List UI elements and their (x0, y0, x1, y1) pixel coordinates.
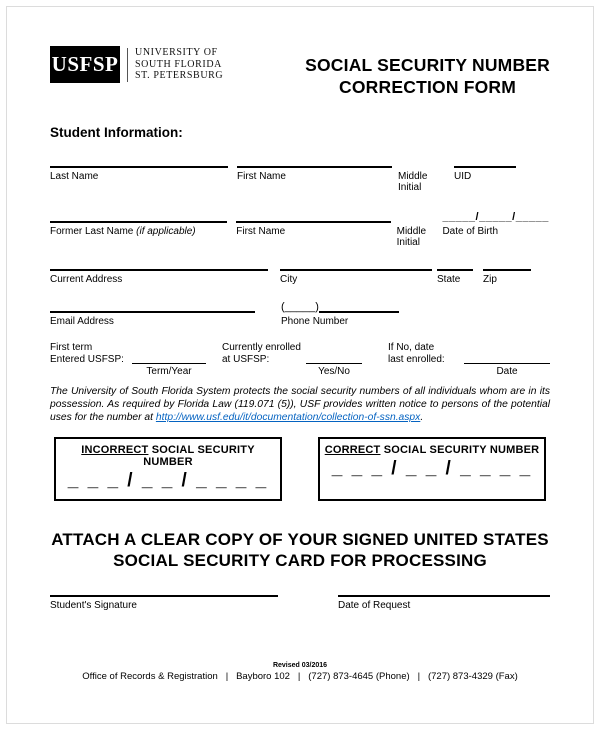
form-footer (50, 661, 550, 683)
name-row (50, 166, 550, 193)
address-row (50, 269, 550, 285)
middle-initial-label-2-line2: Initial (396, 237, 420, 248)
phone-label: Phone Number (281, 316, 349, 327)
last-enrolled-group (388, 342, 550, 377)
form-header (50, 46, 550, 98)
correct-rest: SOCIAL SECURITY NUMBER (380, 443, 540, 456)
first-name-label: First Name (237, 171, 286, 182)
former-last-name-text: Former Last Name (50, 226, 137, 237)
zip-field (483, 269, 531, 285)
date-of-birth-label: Date of Birth (442, 226, 499, 237)
first-term-label-line1: First term (50, 342, 93, 353)
first-name-label-2: First Name (236, 226, 286, 237)
date-of-birth-field (442, 212, 550, 248)
last-name-label: Last Name (50, 171, 99, 182)
former-last-name-note: (if applicable) (136, 226, 196, 237)
zip-line (483, 269, 531, 271)
first-name-field-2 (236, 212, 390, 248)
student-signature-field (50, 595, 278, 611)
current-address-label: Current Address (50, 274, 123, 285)
last-enrolled-date-line (464, 353, 550, 364)
current-address-field (50, 269, 268, 285)
currently-enrolled-group (222, 342, 362, 377)
last-name-line (50, 166, 228, 168)
last-enrolled-label-line1: If No, date (388, 342, 435, 353)
middle-initial-label-2 (397, 212, 441, 248)
former-name-row (50, 212, 550, 248)
city-field (280, 269, 432, 285)
state-field (437, 269, 473, 285)
last-enrolled-label-line2: last enrolled: (388, 354, 445, 365)
first-name-field (237, 166, 392, 193)
uid-field (454, 166, 516, 193)
student-signature-label: Student's Signature (50, 599, 137, 611)
student-information-heading: Student Information: (50, 125, 183, 140)
currently-enrolled-label (222, 342, 304, 377)
phone-line (319, 311, 399, 313)
term-year-field (132, 353, 206, 377)
contact-row (50, 302, 550, 327)
office-contact-line: Office of Records & Registration | Bayboro 102 | (727) 873-4645 (Phone) | (727) 873-4329 (Fax) (82, 670, 518, 682)
incorrect-word: INCORRECT (81, 443, 149, 456)
privacy-notice-period: . (420, 412, 424, 424)
date-of-request-label: Date of Request (338, 599, 411, 611)
privacy-notice-text: The University of South Florida System protects the social security numbers of all individuals whom are in its possession. As required by Florida Law (119.071 (5)), USF provides written notice to persons of the potential uses for the number at (50, 386, 550, 424)
signature-row (50, 595, 550, 611)
email-label: Email Address (50, 316, 114, 327)
former-last-name-field (50, 212, 227, 248)
usfsp-logo (50, 46, 223, 83)
university-name-line3: ST. PETERSBURG (135, 70, 224, 82)
email-line (50, 311, 255, 313)
correct-word: CORRECT (324, 443, 381, 456)
currently-enrolled-label-line2: at USFSP: (222, 354, 270, 365)
zip-label: Zip (483, 274, 497, 285)
enrollment-row (50, 342, 550, 377)
middle-initial-label-2-line1: Middle (396, 226, 427, 237)
term-year-label: Term/Year (146, 366, 192, 377)
attach-instruction-line1: ATTACH A CLEAR COPY OF YOUR SIGNED UNITED STATES (51, 529, 549, 549)
phone-area-code-blanks: (_____) (281, 301, 319, 313)
uid-line (454, 166, 516, 168)
first-name-line (237, 166, 392, 168)
phone-blanks (281, 302, 399, 313)
last-enrolled-date-field (464, 353, 550, 377)
yes-no-field (306, 353, 362, 377)
logo-divider (127, 48, 128, 82)
date-of-request-line (338, 595, 550, 597)
email-field (50, 302, 255, 327)
document-page (6, 6, 594, 724)
first-term-label (50, 342, 130, 377)
attach-instruction-line2: SOCIAL SECURITY CARD FOR PROCESSING (113, 550, 487, 570)
last-name-field (50, 166, 228, 193)
middle-initial-label-line1: Middle (398, 171, 428, 182)
last-enrolled-date-label: Date (496, 366, 518, 377)
usfsp-logo-mark: USFSP (50, 46, 120, 83)
university-name (135, 47, 223, 82)
city-label: City (280, 274, 298, 285)
middle-initial-label (398, 166, 442, 193)
city-line (280, 269, 432, 271)
state-label: State (437, 274, 461, 285)
form-title-line2: CORRECTION FORM (339, 77, 517, 97)
yes-no-line (306, 353, 362, 364)
ssn-policy-link[interactable]: http://www.usf.edu/it/documentation/collection-of-ssn.aspx (155, 412, 421, 424)
form-title-line1: SOCIAL SECURITY NUMBER (305, 55, 550, 75)
university-name-line2: SOUTH FLORIDA (135, 58, 222, 70)
student-signature-line (50, 595, 278, 597)
middle-initial-label-line2: Initial (398, 182, 422, 193)
last-enrolled-label (388, 342, 462, 377)
incorrect-ssn-heading (60, 444, 276, 468)
first-term-group (50, 342, 206, 377)
date-of-request-field (338, 595, 550, 611)
former-last-name-line (50, 221, 227, 223)
date-of-birth-blanks: _____/_____/_____ (442, 211, 549, 223)
revision-date: Revised 03/2016 (272, 661, 328, 669)
correct-ssn-heading (324, 444, 540, 456)
incorrect-ssn-box (54, 437, 282, 501)
first-term-label-line2: Entered USFSP: (50, 354, 124, 365)
uid-label: UID (454, 171, 472, 182)
form-title (305, 54, 550, 98)
currently-enrolled-label-line1: Currently enrolled (222, 342, 301, 353)
phone-field (281, 302, 399, 327)
correct-ssn-box (318, 437, 546, 501)
correct-ssn-blanks: _ _ _ / _ _ / _ _ _ _ (331, 457, 533, 479)
current-address-line (50, 269, 268, 271)
state-line (437, 269, 473, 271)
attach-instruction (50, 529, 550, 571)
privacy-notice (50, 385, 550, 425)
incorrect-rest: SOCIAL SECURITY NUMBER (143, 443, 255, 468)
ssn-boxes-row (50, 437, 550, 501)
university-name-line1: UNIVERSITY OF (135, 47, 218, 59)
yes-no-label: Yes/No (318, 366, 350, 377)
former-last-name-label (50, 226, 227, 237)
term-year-line (132, 353, 206, 364)
first-name-line-2 (236, 221, 390, 223)
incorrect-ssn-blanks: _ _ _ / _ _ / _ _ _ _ (67, 469, 269, 491)
